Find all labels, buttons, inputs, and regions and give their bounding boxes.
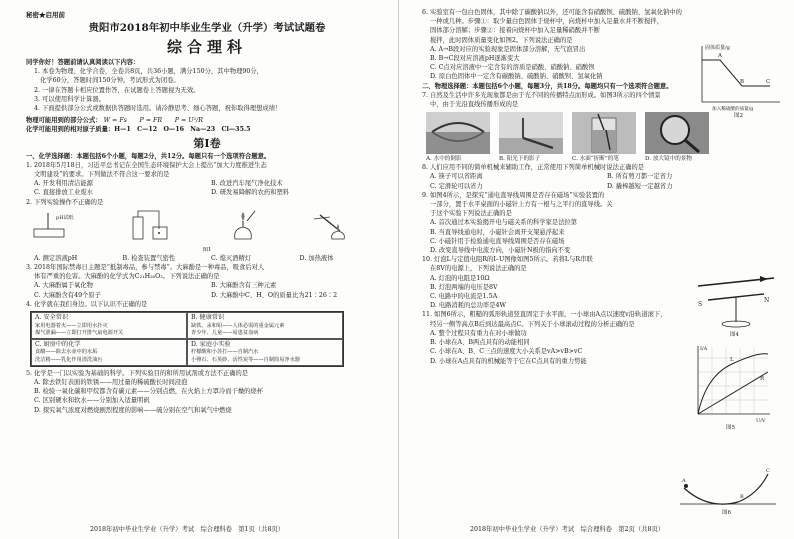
question-7-cont: 中，由于光沿直线传播形成的是 bbox=[430, 101, 519, 109]
option-d: D. 撬棒越短一定越省力 bbox=[607, 182, 673, 190]
cell-line: 小卵石、石英砂、活性炭等——自制简易净水器 bbox=[191, 356, 300, 363]
question-6: 6. 实验室有一包白色固体，其中除了碳酸钠以外，还可能含有硝酸钡、硫酸钠、氢氧化钠中的 bbox=[422, 9, 682, 16]
cell-line: 青少年、儿童——易患贫血病 bbox=[191, 329, 259, 336]
option-d: D. 大麻酚中C、H、O的质量比为21∶26∶2 bbox=[211, 291, 338, 299]
shadow-photo bbox=[499, 112, 563, 154]
fig5-series-r: R bbox=[760, 376, 765, 382]
ph-paper-label: pH试纸 bbox=[56, 214, 74, 221]
question-6-cont: 一种或几种。步骤①：取少量白色固体于烧杯中，向烧杯中加入足量水并不断搅拌， bbox=[430, 18, 663, 26]
bent-pencil-photo bbox=[572, 112, 636, 154]
svg-text:B: B bbox=[740, 494, 744, 500]
question-11: 11. 如图6所示，粗糙的弧形轨道竖直固定于水平面，一小球由A点以速度v沿轨道滚下， bbox=[422, 311, 667, 319]
question-3-options bbox=[26, 281, 388, 290]
table-cell bbox=[31, 312, 187, 339]
question-3-options bbox=[26, 291, 388, 300]
fig5-x-label: U/V bbox=[756, 418, 766, 424]
page-1-footer: 2018年初中毕业生学业（升学）考试 综合理科卷 第1页（共8页） bbox=[90, 526, 285, 533]
alcohol-lamp-figure bbox=[213, 209, 275, 243]
question-4: 4. 化学就在我们身边。以下认识不正确的是 bbox=[26, 300, 148, 308]
cell-line: 食醋——除去水壶中的水垢 bbox=[35, 349, 98, 356]
cell-caption: C. 厨房中的化学 bbox=[35, 340, 81, 348]
option-c: C. 水面“折断”的笔 bbox=[572, 156, 619, 163]
question-11-cont: 经另一侧等高点B后到达最高点C。下列关于小球滚动过程的分析正确的是 bbox=[430, 320, 635, 328]
option-a: A. 水中的倒影 bbox=[426, 156, 462, 163]
magnifier-photo bbox=[645, 112, 709, 154]
option-b: B. 灯泡两端的电压是8V bbox=[430, 283, 498, 291]
notice-line: 4. 下面提供部分公式或数据供答题时选用。请冷静思考、细心答题，祝你取得理想成绩！ bbox=[34, 105, 282, 113]
heat-liquid-figure bbox=[306, 209, 368, 243]
question-3-cont: 体有严重的危害。大麻酚的化学式为C₂₁H₂₆O₂。下列说法正确的是 bbox=[34, 273, 220, 281]
option-a: A. 首次通过本实验揭开电与磁关系的科学家是法拉第 bbox=[430, 219, 578, 227]
svg-text:S: S bbox=[698, 301, 703, 308]
section-1-heading: 一、化学选择题：本题包括6个小题，每题2分，共12分。每题只有一个选项符合题意。 bbox=[26, 152, 271, 160]
question-3: 3. 2018年国际禁毒日主题是“抵制毒品，参与禁毒”。大麻酚是一种毒品，吸食后对人 bbox=[26, 264, 265, 272]
question-1-options bbox=[26, 188, 388, 197]
airtight-check-figure bbox=[119, 209, 181, 243]
fig2-y-label: 固体质量/g bbox=[705, 45, 730, 51]
cell-line: 洗洁精——乳化作用清洗油污 bbox=[35, 356, 103, 363]
fig5-series-l: L bbox=[730, 357, 734, 363]
option-b: B. 检查装置气密性 bbox=[122, 254, 176, 262]
option-c: C. 小球在A、B、C三点的速度大小关系是vA>vB>vC bbox=[430, 348, 583, 356]
question-8: 8. 人们应用不同的简单机械来辅助工作，正常使用下列简单机械时说法正确的是 bbox=[422, 164, 645, 172]
exam-page-2 bbox=[400, 0, 794, 539]
option-d: D. 改变直导线中电流方向，小磁针N极的指向不变 bbox=[430, 247, 571, 255]
option-b: B. 检验一氧化碳和甲烷都含有碳元素——分别点燃，在火焰上方罩冷而干燥的烧杯 bbox=[34, 388, 264, 396]
fig2-point-a: A bbox=[718, 53, 722, 59]
formula-row bbox=[26, 116, 388, 125]
question-2: 2. 下列实验操作不正确的是 bbox=[26, 198, 104, 206]
figure-6-track bbox=[678, 466, 778, 516]
notice-line: 1. 本卷为物理、化学合卷，全卷共8页，共36小题，满分150分，其中物理90分， bbox=[34, 68, 263, 76]
option-d: D. 电路消耗的总功率是4W bbox=[430, 302, 506, 310]
fig4-caption: 图4 bbox=[730, 332, 739, 338]
option-c: C. 定滑轮可以省力 bbox=[430, 182, 483, 190]
option-c: C. 区别硬水和软水——分别加入适量明矾 bbox=[34, 397, 150, 405]
ph-test-figure bbox=[26, 209, 88, 243]
notice-line: 3. 可以使用科学计算器。 bbox=[34, 95, 105, 103]
option-c: C. 熄灭酒精灯 bbox=[211, 254, 252, 262]
cell-line: 煤气泄漏——立即打开排气扇电源开关 bbox=[35, 329, 124, 336]
option-b: B. 所有剪刀都一定省力 bbox=[607, 173, 673, 181]
table-cell bbox=[187, 339, 343, 366]
fig2-point-b: B bbox=[740, 79, 745, 85]
question-10: 10. 灯泡L与定值电阻R的I–U图像如图5所示。若将L与R串联 bbox=[422, 256, 593, 264]
figure-3-photos bbox=[426, 112, 784, 154]
fig2-caption: 图2 bbox=[734, 113, 743, 118]
fig5-caption: 图5 bbox=[726, 425, 735, 430]
svg-text:A: A bbox=[682, 478, 686, 484]
question-7: 7. 自然及生活中许多光现象都是由于光不同的传播特点而形成。如图3所示的四个情景 bbox=[422, 91, 661, 99]
cell-line: 缺铁、汞和铅——人体必需的重金属元素 bbox=[191, 322, 285, 329]
question-10-cont: 在8V的电源上，下列说法正确的是 bbox=[430, 265, 527, 273]
question-1-cont: 文明建设”的要求。下列做法不符合这一要求的是 bbox=[34, 171, 170, 179]
question-9-cont: 于这个实验下列说法正确的是 bbox=[430, 210, 512, 218]
option-c: C. 小磁针用于检验通电直导线周围是否存在磁场 bbox=[430, 237, 565, 245]
question-8-options bbox=[422, 172, 784, 181]
question-4-table bbox=[30, 311, 344, 367]
figure-2-mass-graph bbox=[690, 40, 786, 118]
question-9: 9. 如图4所示，是探究“通电直导线周围是否存在磁场”实验装置的 bbox=[422, 191, 605, 199]
cell-caption: D. 家庭小实验 bbox=[191, 340, 231, 348]
option-a: A. 开发利用清洁能源 bbox=[34, 180, 93, 188]
option-d: D. 放大镜中的景物 bbox=[645, 156, 692, 163]
svg-text:C: C bbox=[766, 468, 770, 474]
option-b: B. 当直导线通电时，小磁针会离开支架悬浮起来 bbox=[430, 228, 565, 236]
option-d: D. 探究氧气浓度对燃烧剧烈程度的影响——硫分别在空气和氧气中燃烧 bbox=[34, 406, 232, 414]
option-d: D. 研发易降解的农药和塑料 bbox=[211, 189, 290, 197]
question-1: 1. 2018年5月18日，习近平总书记在全国生态环境保护大会上提出“加大力度推进生态 bbox=[26, 161, 267, 169]
option-b: B. 大麻酚含有三种元素 bbox=[211, 282, 277, 290]
section-2-heading: 二、物理选择题：本题包括6个小题，每题3分，共18分。每题均只有一个选项符合题意。 bbox=[422, 82, 673, 90]
option-a: A. A→B段对应的实验现象是固体部分溶解，无气泡冒出 bbox=[430, 45, 586, 53]
option-a: A. 整个过程只有重力在对小球做功 bbox=[430, 329, 527, 337]
fig5-y-label: I/A bbox=[700, 346, 708, 352]
notice-line: 2. 一律在答题卡相应位置作答，在试题卷上答题视为无效。 bbox=[34, 86, 200, 94]
figure-5-iu-graph bbox=[682, 342, 774, 430]
page-divider bbox=[398, 0, 399, 539]
figure-4-compass bbox=[690, 272, 782, 340]
question-5: 5. 化学是一门以实验为基础的科学。下列实验目的和所用试剂或方法不正确的是 bbox=[26, 369, 249, 377]
part-title: 第Ⅰ卷 bbox=[193, 136, 221, 150]
option-c: C. 大麻酚含有49个原子 bbox=[34, 291, 101, 299]
option-a: A. 大麻酚属于氧化物 bbox=[34, 282, 93, 290]
option-b: B. 改进汽车尾气净化技术 bbox=[211, 180, 283, 188]
option-b: B. 小球在A、B两点具有的动能相同 bbox=[430, 339, 530, 347]
notice-heading: 同学你好！答题前请认真阅读以下内容： bbox=[26, 59, 140, 66]
table-cell bbox=[31, 339, 187, 366]
question-8-options bbox=[422, 182, 784, 191]
option-d: D. 小球在A点具有的机械能等于它在C点具有的重力势能 bbox=[430, 357, 587, 365]
svg-text:N: N bbox=[764, 297, 770, 304]
page-2-footer: 2018年初中毕业生学业（升学）考试 综合理科卷 第2页（共8页） bbox=[470, 526, 665, 533]
question-2-options bbox=[26, 254, 388, 263]
option-b: B. 阳光下的影子 bbox=[499, 156, 541, 163]
option-a: A. 测定溶液pH bbox=[34, 254, 78, 262]
question-6-cont: 固体部分溶解；步骤②：接着向烧杯中加入足量稀硝酸并不断 bbox=[430, 27, 601, 35]
option-d: D. 加热液体 bbox=[299, 254, 334, 262]
figure-1-caption: 图1 bbox=[202, 246, 212, 253]
option-c: C. 直接排放工业废水 bbox=[34, 189, 93, 197]
secret-label: 秘密★启用前 bbox=[26, 11, 65, 19]
option-a: A. 除去铁钉表面的铁锈——用过量的稀硫酸长时间浸泡 bbox=[34, 379, 188, 387]
option-a: A. 灯泡的电阻是10Ω bbox=[430, 274, 490, 282]
exam-title: 贵阳市2018年初中毕业生学业（升学）考试试题卷 bbox=[88, 22, 326, 34]
option-d: D. 原白色固体中一定含有碳酸钠、硫酸钠、硝酸钡、氢氧化钠 bbox=[430, 73, 603, 81]
figure-3-labels bbox=[426, 155, 784, 163]
question-9-cont: 一部分，置于水平桌面的小磁针上方有一根与之平行的直导线。关 bbox=[430, 201, 613, 209]
formula-label: 物理可能用到的部分公式： bbox=[26, 117, 102, 125]
option-a: A. 筷子可以省距离 bbox=[430, 173, 483, 181]
question-1-options bbox=[26, 179, 388, 188]
cell-line: 柠檬酸和小苏打——自制汽水 bbox=[191, 349, 259, 356]
question-6-cont: 搅拌，此时固体质量变化如图2。下列说法正确的是 bbox=[430, 36, 573, 44]
cell-caption: A. 安全常识 bbox=[35, 314, 69, 322]
fig6-caption: 图6 bbox=[722, 510, 731, 516]
atomic-mass: 化学可能用到的相对原子质量：H—1 C—12 O—16 Na—23 Cl—35.5 bbox=[26, 126, 251, 134]
subject-title: 综合理科 bbox=[166, 38, 247, 56]
cell-caption: B. 健康常识 bbox=[191, 314, 225, 322]
fig2-point-c: C bbox=[766, 79, 771, 85]
option-b: B. B→C段对应溶液pH逐渐变大 bbox=[430, 55, 520, 63]
cell-line: 家用电器着火——立即用水扑灭 bbox=[35, 322, 108, 329]
formulas: W = Fs P = FR P = U²/R bbox=[103, 117, 203, 125]
figure-1 bbox=[26, 209, 388, 245]
option-c: C. 电路中的电流是1.5A bbox=[430, 293, 498, 301]
notice-line: 化学60分，答题时间150分钟。考试形式为闭卷。 bbox=[40, 77, 180, 85]
fig2-x-label: 加入稀硝酸的质量/g bbox=[712, 107, 754, 112]
table-cell bbox=[187, 312, 343, 339]
option-c: C. C点对应溶液中一定含有的溶质是硝酸、硝酸钠、硝酸钡 bbox=[430, 64, 595, 72]
reflection-photo bbox=[426, 112, 490, 154]
